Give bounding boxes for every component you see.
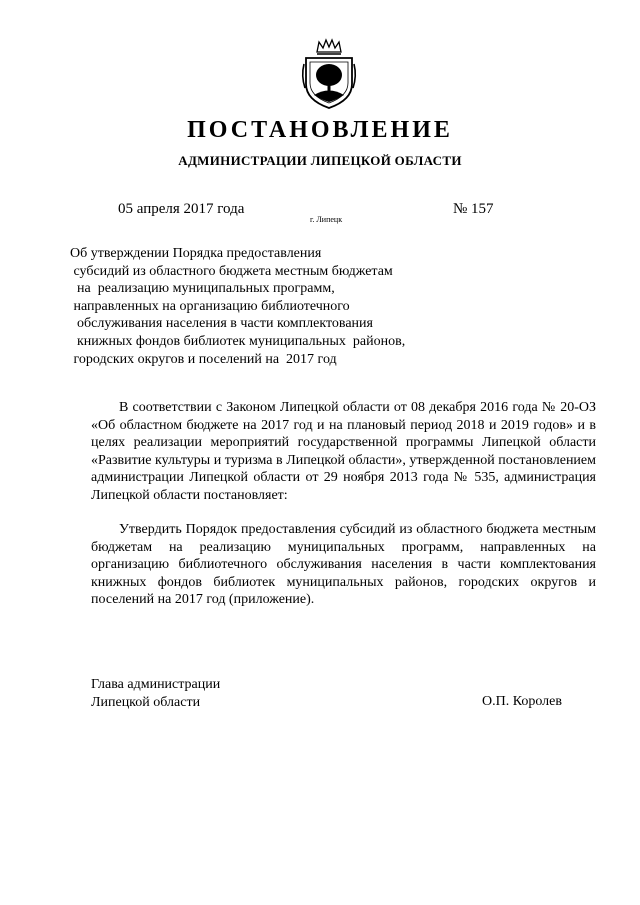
subject-line: субсидий из областного бюджета местным бюджетам [70, 263, 393, 279]
subject-line: обслуживания населения в части комплектования [70, 316, 373, 332]
subject-line: на реализацию муниципальных программ, [70, 281, 335, 297]
body-paragraph-resolution: Утвердить Порядок предоставления субсидий из областного бюджета местным бюджетам на реализацию муниципальных программ, направленных на организацию библиотечного обслуживания населения в части комплектования книжных фондов библиотек муниципальных районов, городских округов и поселений на 2017 год (приложение). [91, 522, 596, 608]
document-city: г. Липецк [310, 215, 343, 224]
subject-line: Об утверждении Порядка предоставления [70, 246, 322, 261]
document-number: № 157 [453, 201, 494, 217]
lipetsk-coat-of-arms-icon [300, 38, 358, 110]
signatory-position-line: Липецкой области [91, 695, 201, 710]
subject-line: книжных фондов библиотек муниципальных районов, [70, 333, 406, 349]
document-title: ПОСТАНОВЛЕНИЕ [187, 117, 453, 143]
signatory-name: О.П. Королев [482, 694, 562, 709]
document-date: 05 апреля 2017 года [118, 201, 245, 217]
signatory-position-line: Глава администрации [91, 677, 221, 692]
body-paragraph-basis: В соответствии с Законом Липецкой области от 08 декабря 2016 года № 20-ОЗ «Об областном бюджете на 2017 год и на плановый период 2018 и 2019 годов» и в целях реализации мероприятий государственной программы Липецкой области «Развитие культуры и туризма в Липецкой области», утвержденной постановлением администрации Липецкой области от 29 ноября 2013 года № 535, администрация Липецкой области постановляет: [91, 400, 596, 503]
signatory-position [91, 676, 220, 712]
subject-line: направленных на организацию библиотечного [70, 298, 350, 314]
document-subject [70, 245, 405, 368]
issuing-authority: АДМИНИСТРАЦИИ ЛИПЕЦКОЙ ОБЛАСТИ [178, 153, 462, 168]
subject-line: городских округов и поселений на 2017 год [70, 351, 337, 367]
